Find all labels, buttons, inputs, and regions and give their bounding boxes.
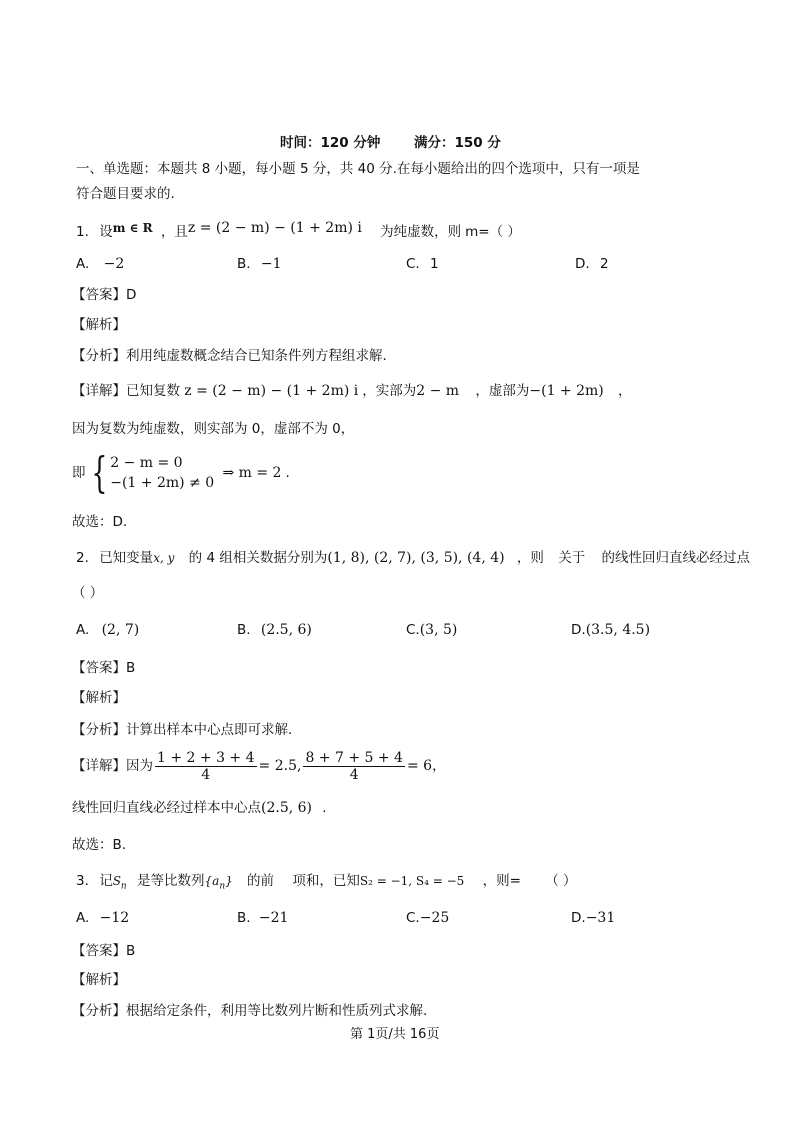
q1-detail [72,382,632,400]
q2-option-a-value: (2, 7) [101,622,140,638]
q2-fraction-x-den: 4 [201,766,211,783]
q1-dot: . [285,465,290,481]
q1-detail-text-2: ，实部为 [362,383,417,399]
q2-fraction-y [303,750,405,783]
exam-time: 时间：120 分钟 [280,135,381,151]
q3-stem [76,872,576,895]
q3-number: 3. [76,873,89,889]
q2-fraction-y-den: 4 [349,766,359,783]
q2-option-c [406,621,457,639]
q3-text-1: 记 [99,873,113,889]
q3-answer-value: B [126,943,136,959]
q3-sn-sub: n [120,881,127,892]
q2-fraction-x-num: 1 + 2 + 3 + 4 [157,749,255,766]
q1-fenxi [72,347,387,365]
pick-label: 故选： [72,514,113,530]
q2-dot: . [322,800,327,816]
answer-label: 【答案】 [72,287,126,303]
q3-fenxi-text: 根据给定条件，利用等比数列片断和性质列式求解. [126,1003,428,1019]
q1-detail-z-expr: z = (2 − m) − (1 + 2m) i [184,383,359,399]
q2-answer [72,659,135,677]
q2-pick [72,836,126,854]
q3-text-6: = [509,873,521,889]
q3-option-b-value: −21 [258,910,289,926]
q1-option-a-value: −2 [103,256,125,272]
q2-option-d [571,621,650,639]
fenxi-label: 【分析】 [72,722,126,738]
q2-center-point: (2.5, 6) [261,800,312,816]
q2-center-text: 线性回归直线必经过样本中心点 [72,800,261,816]
q2-fraction-x-result: = 2.5, [258,758,302,774]
q1-text-2: ，且 [160,224,188,240]
q2-option-b-value: (2.5, 6) [260,622,312,638]
detail-label: 【详解】 [72,383,126,399]
q3-text-4: 项和，已知 [292,873,360,889]
q2-option-b [237,621,312,639]
q1-text-3: 为纯虚数，则 [380,224,462,240]
answer-label: 【答案】 [72,943,126,959]
q1-ji: 即 [72,465,86,481]
q2-fraction-y-num: 8 + 7 + 5 + 4 [305,749,403,766]
q3-sn-letter: S [112,874,121,888]
section-heading-line2: 符合题目要求的. [76,186,175,202]
page-number: 第 1页/共 16页 [350,1027,440,1042]
q1-option-d-letter: D. [575,256,590,272]
q3-an-close: } [225,874,233,888]
q3-text-3: 的前 [247,873,275,889]
q3-an-sub: n [219,881,226,892]
q3-text-2: 是等比数列 [137,873,205,889]
q1-stem [76,220,521,241]
q1-option-a-letter: A. [76,256,90,272]
q2-option-d-letter: D. [571,622,586,638]
q2-pick-value: B. [112,837,127,853]
q3-option-c-letter: C. [406,910,420,926]
q1-equation-system [110,453,214,493]
q2-fraction-y-result: = 6 [406,758,433,774]
q2-points: (1, 8), (2, 7), (3, 5), (4, 4) [327,550,505,566]
q1-option-c-letter: C. [406,256,420,272]
q1-pick-value: D. [112,514,128,530]
fenxi-label: 【分析】 [72,1003,126,1019]
q2-xy: x, y [153,551,175,565]
q3-sn [112,874,127,892]
q2-text-4: 关于 [558,550,586,566]
answer-label: 【答案】 [72,660,126,676]
q1-analysis-label: 【解析】 [72,317,126,333]
q2-detail-text-2: ， [432,758,446,774]
q2-text-1: 已知变量 [99,550,154,566]
section-heading-line1: 一、单选题：本题共 8 小题，每小题 5 分，共 40 分.在每小题给出的四个选项中，只有一项是 [76,161,640,177]
fenxi-label: 【分析】 [72,348,126,364]
q2-option-a-letter: A. [76,622,90,638]
q2-text-2: 的 4 组相关数据分别为 [188,550,328,566]
q3-option-b-letter: B. [237,910,251,926]
q2-text-3: ，则 [516,550,544,566]
q1-imag-part: −(1 + 2m) [529,383,604,399]
q3-option-b [237,909,288,927]
q1-option-b-value: −1 [260,256,282,272]
q1-system [72,448,290,497]
q1-option-a [76,255,124,273]
q3-option-d [571,909,615,927]
q3-paren: （ ） [545,873,577,889]
q2-option-c-value: (3, 5) [419,622,458,638]
q3-option-d-value: −31 [585,910,616,926]
q3-answer [72,942,135,960]
q2-stem [76,549,750,567]
q1-option-c-value: 1 [430,256,439,272]
q2-fenxi [72,721,292,739]
q2-center-line [72,799,327,817]
q1-m-in-r: m ∈ R [112,221,153,235]
q1-option-c [406,255,439,273]
q1-detail-text-4: ， [618,383,632,399]
q1-option-b [237,255,282,273]
q3-fenxi [72,1002,427,1020]
q3-an-open: {a [204,874,220,888]
q1-answer [72,286,136,304]
q3-option-d-letter: D. [571,910,586,926]
q3-option-c [406,909,449,927]
q2-detail-text-1: 因为 [126,758,153,774]
q1-detail-line2: 因为复数为纯虚数，则实部为 0，虚部不为 0， [72,421,355,437]
q1-detail-text-1: 已知复数 [126,383,180,399]
q2-fenxi-text: 计算出样本中心点即可求解. [126,722,293,738]
q1-text-4: m=（ ） [465,224,521,240]
q2-option-d-value: (3.5, 4.5) [585,622,651,638]
q2-text-5: 的线性回归直线必经过点 [601,550,750,566]
q2-paren: （ ） [72,585,104,601]
q1-pick [72,513,127,531]
exam-score: 满分：150 分 [414,135,501,151]
q2-option-c-letter: C. [406,622,420,638]
q2-analysis-label: 【解析】 [72,690,126,706]
q1-detail-text-3: ，虚部为 [475,383,530,399]
pick-label: 故选： [72,837,113,853]
q2-option-b-letter: B. [237,622,251,638]
q1-option-d-value: 2 [599,256,609,272]
q1-equation-1: 2 − m = 0 [110,455,183,471]
q1-option-b-letter: B. [237,256,251,272]
q2-fraction-x [155,750,257,783]
q1-option-d [575,255,609,273]
q3-an [204,874,233,892]
q3-condition: S₂ = −1, S₄ = −5 [359,874,465,888]
q1-equation-2: −(1 + 2m) ≠ 0 [110,475,215,491]
detail-label: 【详解】 [72,758,126,774]
q1-result: ⇒ m = 2 [222,465,282,481]
q2-option-a [76,621,139,639]
q1-z-expr: z = (2 − m) − (1 + 2m) i [187,220,362,236]
q2-number: 2. [76,550,89,566]
q3-analysis-label: 【解析】 [72,972,126,988]
q1-text-1: 设 [99,224,113,240]
q1-real-part: 2 − m [416,383,460,399]
q2-detail [72,748,446,784]
q1-fenxi-text: 利用纯虚数概念结合已知条件列方程组求解. [126,348,387,364]
q3-option-c-value: −25 [419,910,450,926]
q3-text-5: ，则 [482,873,510,889]
q1-number: 1. [76,224,89,240]
q3-option-a-letter: A. [76,910,90,926]
q2-answer-value: B [126,660,136,676]
q3-option-a [76,909,129,927]
left-brace-icon: { [90,448,107,497]
q1-answer-value: D [126,287,137,303]
q3-option-a-value: −12 [99,910,130,926]
